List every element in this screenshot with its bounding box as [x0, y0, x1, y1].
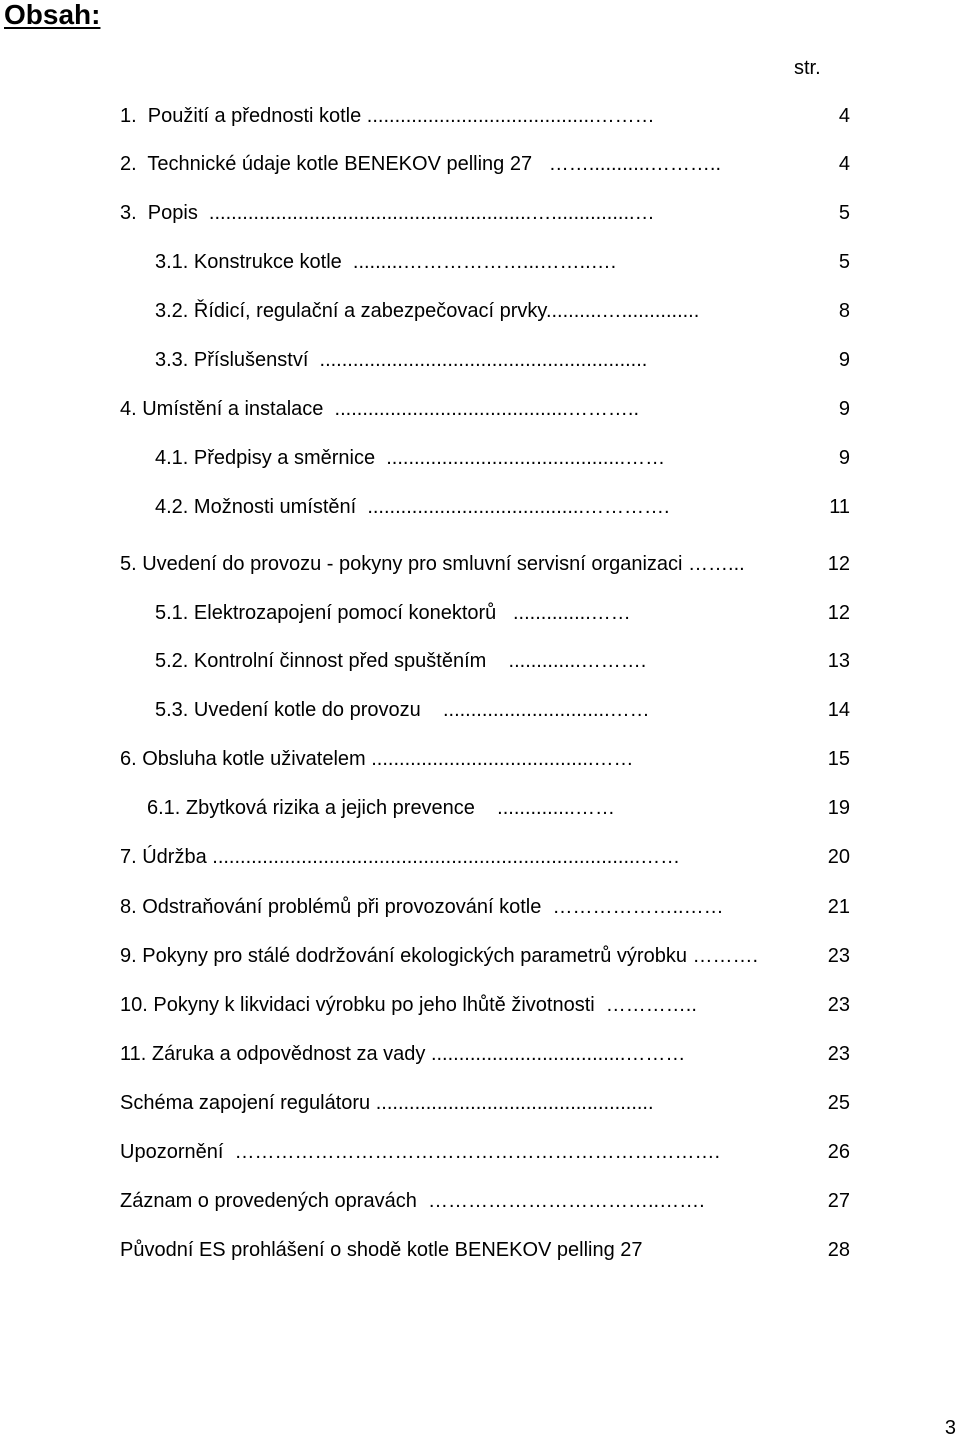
- toc-entry-text: 6.1. Zbytková rizika a jejich prevence ..............……: [147, 797, 615, 819]
- toc-entry-page: 21: [827, 896, 850, 918]
- toc-entry-page: 9: [838, 349, 850, 371]
- toc-entry-text: 4.1. Předpisy a směrnice ...........................................……: [155, 447, 666, 469]
- toc-entry-text: 2. Technické údaje kotle BENEKOV pelling 27 ……...........………..: [120, 153, 722, 175]
- toc-entry-page: 23: [827, 945, 850, 967]
- toc-entry-7[interactable]: [0, 843, 960, 871]
- toc-entry-page: 5: [838, 251, 850, 273]
- toc-entry-zaznam[interactable]: [0, 1187, 960, 1215]
- toc-entry-10[interactable]: [0, 991, 960, 1019]
- toc-entry-text: 5. Uvedení do provozu - pokyny pro smluvní servisní organizaci ……...: [120, 553, 745, 575]
- toc-entry-page: 11: [829, 496, 850, 518]
- toc-entry-text: 7. Údržba .............................................................................……: [120, 846, 681, 868]
- toc-entry-page: 9: [838, 398, 850, 420]
- toc-entry-8[interactable]: [0, 893, 960, 921]
- toc-entry-text: Původní ES prohlášení o shodě kotle BENEKOV pelling 27: [120, 1239, 643, 1261]
- toc-entry-text: 5.1. Elektrozapojení pomocí konektorů ..............……: [155, 602, 631, 624]
- toc-entry-text: 8. Odstraňování problémů při provozování kotle ………………..……: [120, 896, 724, 918]
- page-title: Obsah:: [4, 0, 101, 30]
- toc-entry-page: 15: [827, 748, 850, 770]
- toc-entry-text: 5.3. Uvedení kotle do provozu ..............................……: [155, 699, 650, 721]
- toc-entry-page: 4: [838, 153, 850, 175]
- toc-entry-text: Schéma zapojení regulátoru ..................................................: [120, 1092, 654, 1114]
- toc-entry-page: 25: [827, 1092, 850, 1114]
- toc-entry-4-2[interactable]: [0, 493, 960, 521]
- toc-entry-page: 23: [827, 1043, 850, 1065]
- toc-entry-text: 11. Záruka a odpovědnost za vady ...................................………: [120, 1043, 686, 1065]
- page-number: 3: [944, 1417, 956, 1439]
- toc-entry-text: 3.2. Řídicí, regulační a zabezpečovací prvky..........…..............: [155, 300, 700, 322]
- toc-entry-9[interactable]: [0, 942, 960, 970]
- toc-entry-text: Upozornění ……………………………………………………………….: [120, 1141, 721, 1163]
- toc-entry-text: 9. Pokyny pro stálé dodržování ekologických parametrů výrobku ……….: [120, 945, 759, 967]
- toc-entry-text: 3. Popis ..........................................................…...............…: [120, 202, 655, 224]
- toc-entry-text: 10. Pokyny k likvidaci výrobku po jeho lhůtě životnosti …………..: [120, 994, 697, 1016]
- toc-entry-page: 14: [827, 699, 850, 721]
- toc-entry-5-3[interactable]: [0, 696, 960, 724]
- toc-entry-page: 5: [838, 202, 850, 224]
- toc-entry-4[interactable]: [0, 395, 960, 423]
- toc-entry-6[interactable]: [0, 745, 960, 773]
- toc-entry-page: 12: [827, 602, 850, 624]
- toc-entry-text: 4. Umístění a instalace ..........................................………..: [120, 398, 640, 420]
- toc-entry-11[interactable]: [0, 1040, 960, 1068]
- toc-entry-5[interactable]: [0, 550, 960, 578]
- toc-entry-4-1[interactable]: [0, 444, 960, 472]
- toc-entry-page: 9: [838, 447, 850, 469]
- toc-entry-3[interactable]: [0, 199, 960, 227]
- toc-entry-text: 3.3. Příslušenství ...........................................................: [155, 349, 648, 371]
- toc-entry-3-1[interactable]: [0, 248, 960, 276]
- toc-entry-page: 26: [827, 1141, 850, 1163]
- toc-entry-text: 1. Použití a přednosti kotle .........................................………: [120, 105, 655, 127]
- toc-entry-3-3[interactable]: [0, 346, 960, 374]
- toc-entry-text: Záznam o provedených opravách ……………………………..…….: [120, 1190, 705, 1212]
- toc-entry-text: 6. Obsluha kotle uživatelem ........................................……: [120, 748, 634, 770]
- toc-entry-page: 19: [827, 797, 850, 819]
- toc-entry-page: 4: [838, 105, 850, 127]
- toc-entry-text: 4.2. Možnosti umístění .......................................………….: [155, 496, 670, 518]
- toc-entry-page: 28: [827, 1239, 850, 1261]
- toc-entry-page: 27: [827, 1190, 850, 1212]
- toc-entry-page: 20: [827, 846, 850, 868]
- toc-entry-5-2[interactable]: [0, 647, 960, 675]
- toc-entry-6-1[interactable]: [0, 794, 960, 822]
- toc-entry-3-2[interactable]: [0, 297, 960, 325]
- toc-entry-page: 13: [827, 650, 850, 672]
- toc-entry-schema[interactable]: [0, 1089, 960, 1117]
- toc-entry-text: 5.2. Kontrolní činnost před spuštěním .............……….: [155, 650, 647, 672]
- toc-entry-text: 3.1. Konstrukce kotle .........………………...……..….: [155, 251, 617, 273]
- toc-entry-5-1[interactable]: [0, 599, 960, 627]
- toc-entry-2[interactable]: [0, 150, 960, 178]
- toc-entry-page: 23: [827, 994, 850, 1016]
- toc-entry-page: 12: [827, 553, 850, 575]
- toc-entry-page: 8: [838, 300, 850, 322]
- toc-entry-1[interactable]: [0, 102, 960, 130]
- toc-entry-prohlaseni[interactable]: [0, 1236, 960, 1264]
- page-column-header: str.: [794, 57, 821, 79]
- toc-entry-upozorneni[interactable]: [0, 1138, 960, 1166]
